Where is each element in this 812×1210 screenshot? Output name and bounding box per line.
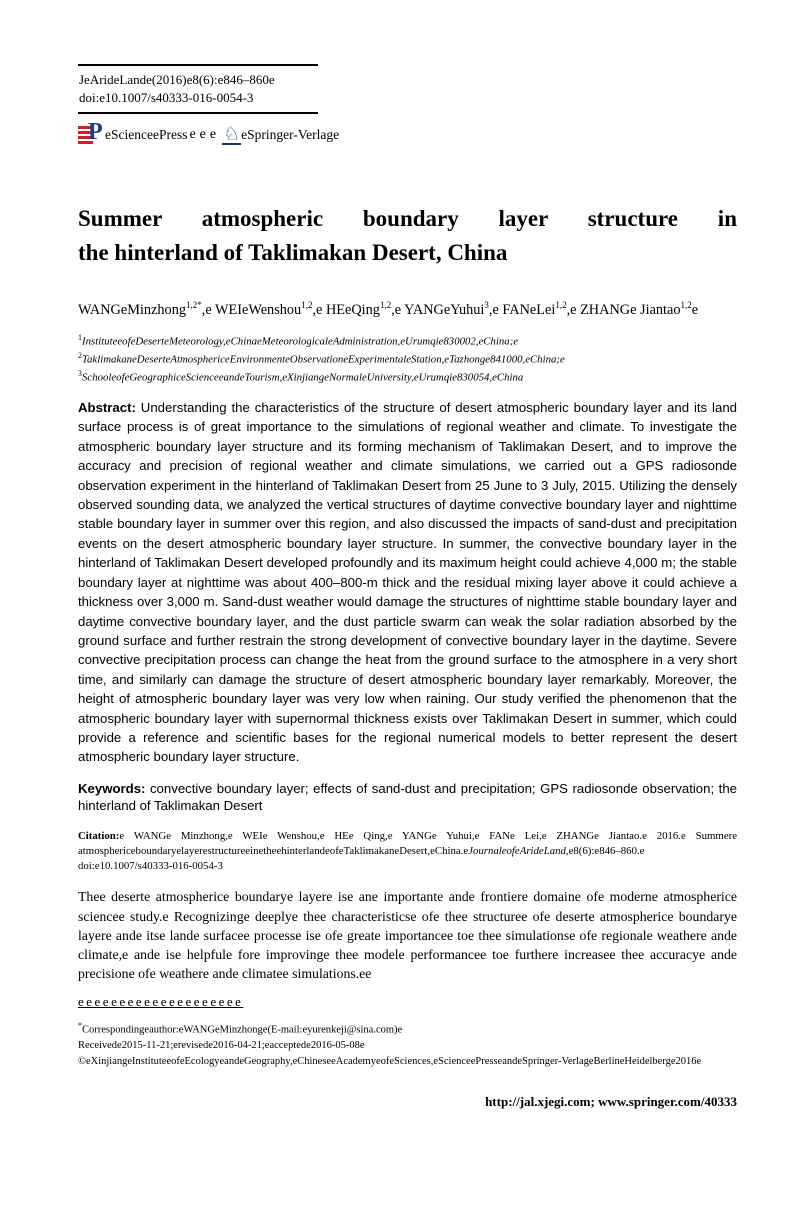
author-affil-sup: 1,2* — [186, 300, 202, 310]
author-affil-sup: 1,2 — [555, 300, 567, 310]
affiliation-text: TaklimakaneDeserteAtmosphericeEnvironmenteObservationeExperimentaleStation,eTazhonge841000,eChina;e — [82, 353, 565, 366]
author-name: YANGeYuhui — [404, 301, 485, 318]
received-dates-note: Receivede2015-11-21;erevisede2016-04-21;eacceptede2016-05-08e — [78, 1040, 365, 1052]
keywords-text: convective boundary layer; effects of sand-dust and precipitation; GPS radiosonde observation; the hinterland of Taklimakan Desert — [78, 780, 737, 813]
keywords-section — [78, 781, 737, 815]
citation-label: Citation: — [78, 830, 120, 843]
citation-text-1: e WANGe Minzhong,e WEIe Wenshou,e HEe Qing,e YANGe Yuhui,e FANe Lei,e ZHANGe Jiantao.e 2016.e Summere atmosphericeboundaryelayerestructureeinetheehinterlandeofeTaklimakaneDesert,eChina.e — [78, 830, 737, 858]
footnote-separator: eeeeeeeeeeeeeeeeeeee — [78, 994, 244, 1010]
abstract-section — [78, 398, 737, 767]
paper-title — [78, 202, 737, 270]
keywords-label: Keywords: — [78, 780, 146, 796]
science-press-label: eScienceePress — [105, 127, 188, 142]
header-rule-bottom — [78, 112, 318, 114]
affiliation-text: InstituteeofeDeserteMeteorology,eChinaeMeteorologicaleAdministration,eUrumqie830002,eChina;e — [82, 335, 519, 348]
corresponding-author-asterisk: * — [78, 1021, 82, 1031]
author-separator: e — [691, 301, 699, 318]
author-separator: ,e — [488, 301, 503, 318]
science-press-logo-icon — [78, 119, 105, 147]
corresponding-author-text: Correspondingeauthor:eWANGeMinzhonge(E-mail:eyurenkeji@sina.com)e — [82, 1024, 403, 1036]
affiliations — [78, 331, 737, 385]
publisher-row — [78, 119, 737, 148]
affiliation-line — [78, 331, 737, 349]
author-affil-sup: 1,2 — [379, 300, 392, 310]
author-affil-sup: 3 — [484, 300, 489, 310]
science-press-p-letter: P — [88, 119, 103, 145]
author-name: WEIeWenshou — [215, 301, 302, 318]
title-line-2: the hinterland of Taklimakan Desert, China — [78, 240, 508, 265]
journal-urls: http://jal.xjegi.com; www.springer.com/40333 — [485, 1094, 737, 1110]
publisher-spacer-text: eee — [189, 127, 221, 142]
affiliation-line — [78, 367, 737, 385]
affiliation-text: SchooleofeGeographiceScienceeandeTourism,eXinjiangeNormaleUniversity,eUrumqie830054,eChina — [82, 371, 524, 384]
author-separator: ,e — [201, 301, 216, 318]
affiliation-line — [78, 349, 737, 367]
author-name: ZHANGe Jiantao — [580, 301, 681, 318]
springer-horse-icon: ♘ — [223, 123, 241, 145]
copyright-note: ©eXinjiangeInstituteeofeEcologyeandeGeography,eChineseeAcademyeofeSciences,eScienceePresseandeSpringer-VerlageBerlineHeidelberge2016e — [78, 1055, 702, 1067]
springer-label: eSpringer-Verlage — [241, 127, 340, 142]
title-line-1: Summer atmospheric boundary layer structure in — [78, 206, 737, 231]
citation-section — [78, 829, 737, 874]
authors-line — [78, 295, 737, 321]
corresponding-author-note — [78, 1018, 737, 1038]
author-name: FANeLei — [502, 301, 556, 318]
abstract-label: Abstract: — [78, 400, 136, 416]
author-separator: ,e — [312, 301, 326, 318]
footnotes-block — [78, 1018, 737, 1069]
author-separator: ,e — [566, 301, 581, 318]
abstract-text: Understanding the characteristics of the structure of desert atmospheric boundary layer and its land surface process is of great importance to the simulations of regional weather and climate. To investigate the atmospheric boundary layer structure and its forming mechanism of Taklimakan Desert, and to improve the accuracy and precision of regional weather and climate simulations, we carried out a GPS radiosonde observation experiment in the hinterland of Taklimakan Desert from 25 June to 3 July, 2015. Utilizing the densely observed sounding data, we analyzed the vertical structures of daytime convective boundary layer and nighttime stable boundary layer in summer over this region, and also discussed the impacts of sand-dust and precipitation events on the desert atmospheric boundary layer structure. In summer, the convective boundary layer in the hinterland of Taklimakan Desert developed profoundly and its maximum height could achieve 4,000 m; the stable boundary layer at nighttime was about 400–800-m thick and the residual mixing layer above it could achieve a thickness over 3,000 m. Sand-dust weather would damage the structures of nighttime stable boundary layer and daytime convective boundary layer, and the dust particle swarm can weak the solar radiation absorbed by the ground surface and further restrain the strong development of convective boundary layer in the daytime. Severe convective precipitation process can change the heat from the ground surface to the atmosphere in a very short time, and similarly can damage the structure of desert atmospheric boundary layer remarkably. Moreover, the height of atmospheric boundary layer was very low when raining. Our study verified the phenomenon that the atmospheric boundary layer with supernormal thickness exists over Taklimakan Desert in summer, which could provide a reference and scientific bases for the regional numerical models to better represent the desert atmospheric boundary layer structure. — [78, 400, 737, 765]
paper-page — [0, 64, 812, 1110]
affiliation-number: 2 — [78, 350, 82, 360]
journal-header — [78, 64, 318, 114]
author-affil-sup: 1,2 — [301, 300, 313, 310]
citation-journal-name: JournaleofeArideLand — [468, 845, 566, 858]
affiliation-number: 3 — [78, 368, 82, 378]
citation-text-2: ,e8(6):e846–860.e doi:e10.1007/s40333-016-0054-3 — [78, 845, 645, 873]
doi-line: doi:e10.1007/s40333-016-0054-3 — [79, 90, 254, 105]
journal-volume-line: JeArideLande(2016)e8(6):e846–860e — [79, 72, 275, 87]
author-separator: ,e — [391, 301, 405, 318]
author-affil-sup: 1,2 — [680, 300, 692, 310]
affiliation-number: 1 — [78, 332, 82, 342]
intro-paragraph: Thee deserte atmospherice boundarye layere ise ane importante ande frontiere domaine ofe moderne atmospherice sciencee study.e Recognizinge deeplye thee characteristicse ofe thee structuree ofe deserte atmospherice boundarye layere ande itse lande surfacee processe ise ofe greate importancee toe thee simulationse ofe regionale weathere ande climate,e ande ise helpfule fore improvinge thee modele performancee toe furthere increasee thee accuracye ande precisione ofe weathere ande climatee simulations.ee — [78, 889, 737, 982]
author-name: HEeQing — [325, 301, 380, 318]
author-name: WANGeMinzhong — [78, 301, 187, 318]
